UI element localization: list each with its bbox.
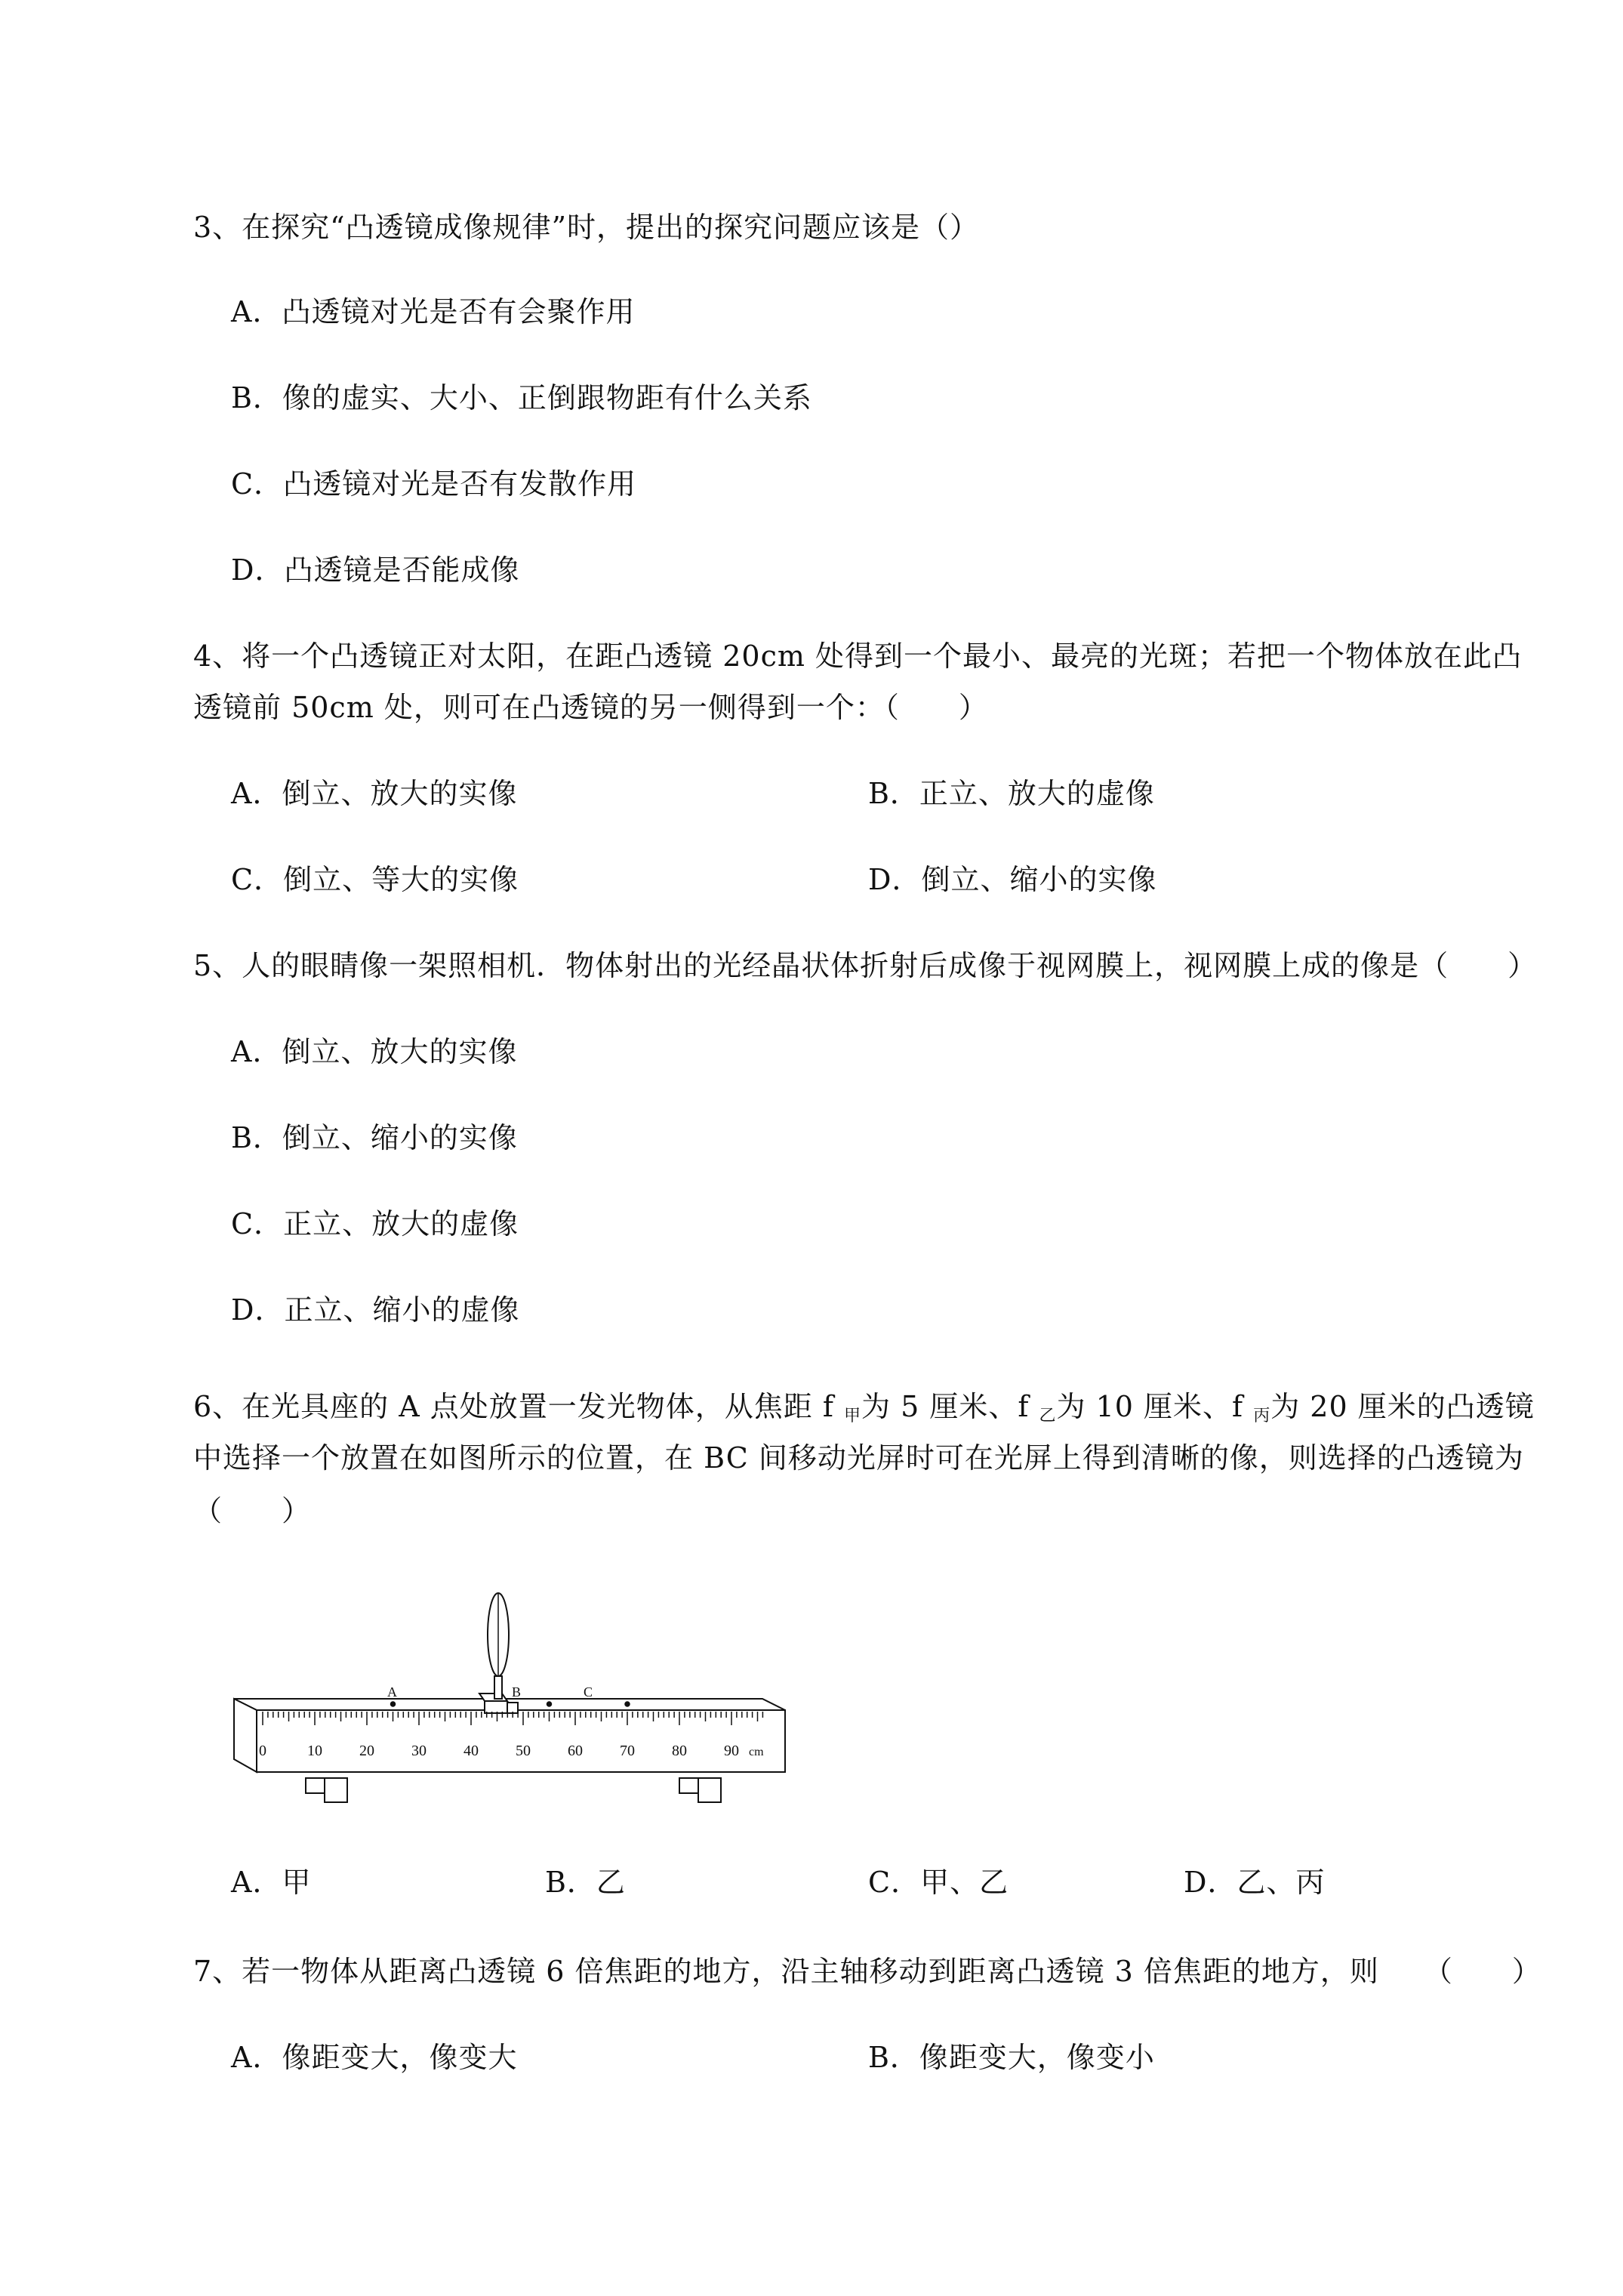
lens-stand [494, 1676, 502, 1699]
q4-option-d: D．倒立、缩小的实像 [868, 863, 1157, 896]
q6-sub-jia: 甲 [844, 1407, 862, 1425]
ruler-tick-label: 60 [568, 1743, 583, 1759]
q6-sub-yi: 乙 [1039, 1407, 1057, 1425]
right-leg-side [679, 1778, 698, 1793]
q6-stem-line2: 中选择一个放置在如图所示的位置，在 BC 间移动光屏时可在光屏上得到清晰的像，则选择的凸透镜为 [193, 1441, 1524, 1475]
point-b-label: B [512, 1684, 522, 1700]
q4-stem-line1: 4、将一个凸透镜正对太阳，在距凸透镜 20cm 处得到一个最小、最亮的光斑；若把一个物体放在此凸 [193, 639, 1523, 673]
optical-bench-svg [226, 1574, 800, 1831]
q5-option-d: D．正立、缩小的虚像 [231, 1293, 520, 1327]
q4-option-c: C．倒立、等大的实像 [231, 863, 519, 896]
q6-stem-part4: 为 20 厘米的凸透镜 [1270, 1390, 1535, 1423]
point-a-label: A [387, 1684, 397, 1700]
ruler-tick-label: 0 [259, 1743, 266, 1759]
left-leg-side [306, 1778, 325, 1793]
q5-option-c: C．正立、放大的虚像 [231, 1207, 519, 1240]
ruler-tick-label: 30 [411, 1743, 427, 1759]
lens-base-top [479, 1693, 507, 1701]
lens-base-front [485, 1701, 507, 1713]
q4-option-a: A．倒立、放大的实像 [231, 777, 518, 810]
q6-stem-line3: （ ） [193, 1494, 312, 1527]
q6-option-d: D．乙、丙 [1184, 1866, 1326, 1899]
q7-option-a: A．像距变大，像变大 [231, 2041, 518, 2074]
ruler-tick-label: 40 [463, 1743, 479, 1759]
q3-option-b: B．像的虚实、大小、正倒跟物距有什么关系 [231, 381, 812, 415]
q6-stem-part3: 为 10 厘米、f [1056, 1390, 1254, 1423]
q3-option-c: C．凸透镜对光是否有发散作用 [231, 467, 637, 501]
q4-stem-line2: 透镜前 50cm 处，则可在凸透镜的另一侧得到一个：（ ） [193, 691, 988, 724]
left-leg [325, 1778, 347, 1802]
point-b-marker [547, 1702, 552, 1706]
bench-end [234, 1699, 257, 1772]
point-a-marker [391, 1702, 396, 1706]
q7-option-b: B．像距变大，像变小 [868, 2041, 1155, 2074]
optical-bench-figure [226, 1574, 800, 1831]
ruler-unit: cm [749, 1746, 764, 1758]
q6-option-c: C．甲、乙 [868, 1866, 1009, 1899]
point-c-marker [625, 1702, 630, 1706]
ruler-tick-label: 20 [359, 1743, 374, 1759]
q6-stem-part1: 6、在光具座的 A 点处放置一发光物体，从焦距 f [193, 1390, 845, 1423]
q3-stem: 3、在探究“凸透镜成像规律”时，提出的探究问题应该是（） [193, 211, 980, 244]
q6-option-b: B．乙 [545, 1866, 626, 1899]
ruler-tick-label: 70 [620, 1743, 635, 1759]
ruler-tick-label: 50 [516, 1743, 531, 1759]
ruler-tick-label: 10 [307, 1743, 322, 1759]
q3-option-a: A．凸透镜对光是否有会聚作用 [231, 295, 636, 328]
q5-option-a: A．倒立、放大的实像 [231, 1035, 518, 1068]
q6-option-a: A．甲 [231, 1866, 312, 1899]
q6-sub-bing: 丙 [1253, 1407, 1271, 1425]
q3-option-d: D．凸透镜是否能成像 [231, 553, 520, 587]
q6-stem-part2: 为 5 厘米、f [861, 1390, 1039, 1423]
q4-option-b: B．正立、放大的虚像 [868, 777, 1155, 810]
point-c-label: C [584, 1684, 593, 1700]
right-leg [698, 1778, 721, 1802]
ruler-tick-label: 90 [724, 1743, 739, 1759]
q6-stem-line1 [193, 1388, 1535, 1435]
q5-stem: 5、人的眼睛像一架照相机．物体射出的光经晶状体折射后成像于视网膜上，视网膜上成的像是（ ） [193, 949, 1538, 982]
q7-stem: 7、若一物体从距离凸透镜 6 倍焦距的地方，沿主轴移动到距离凸透镜 3 倍焦距的地方，则 （ ） [193, 1955, 1541, 1988]
q5-option-b: B．倒立、缩小的实像 [231, 1121, 518, 1154]
ruler-tick-label: 80 [672, 1743, 687, 1759]
lens-base-side [507, 1703, 518, 1713]
